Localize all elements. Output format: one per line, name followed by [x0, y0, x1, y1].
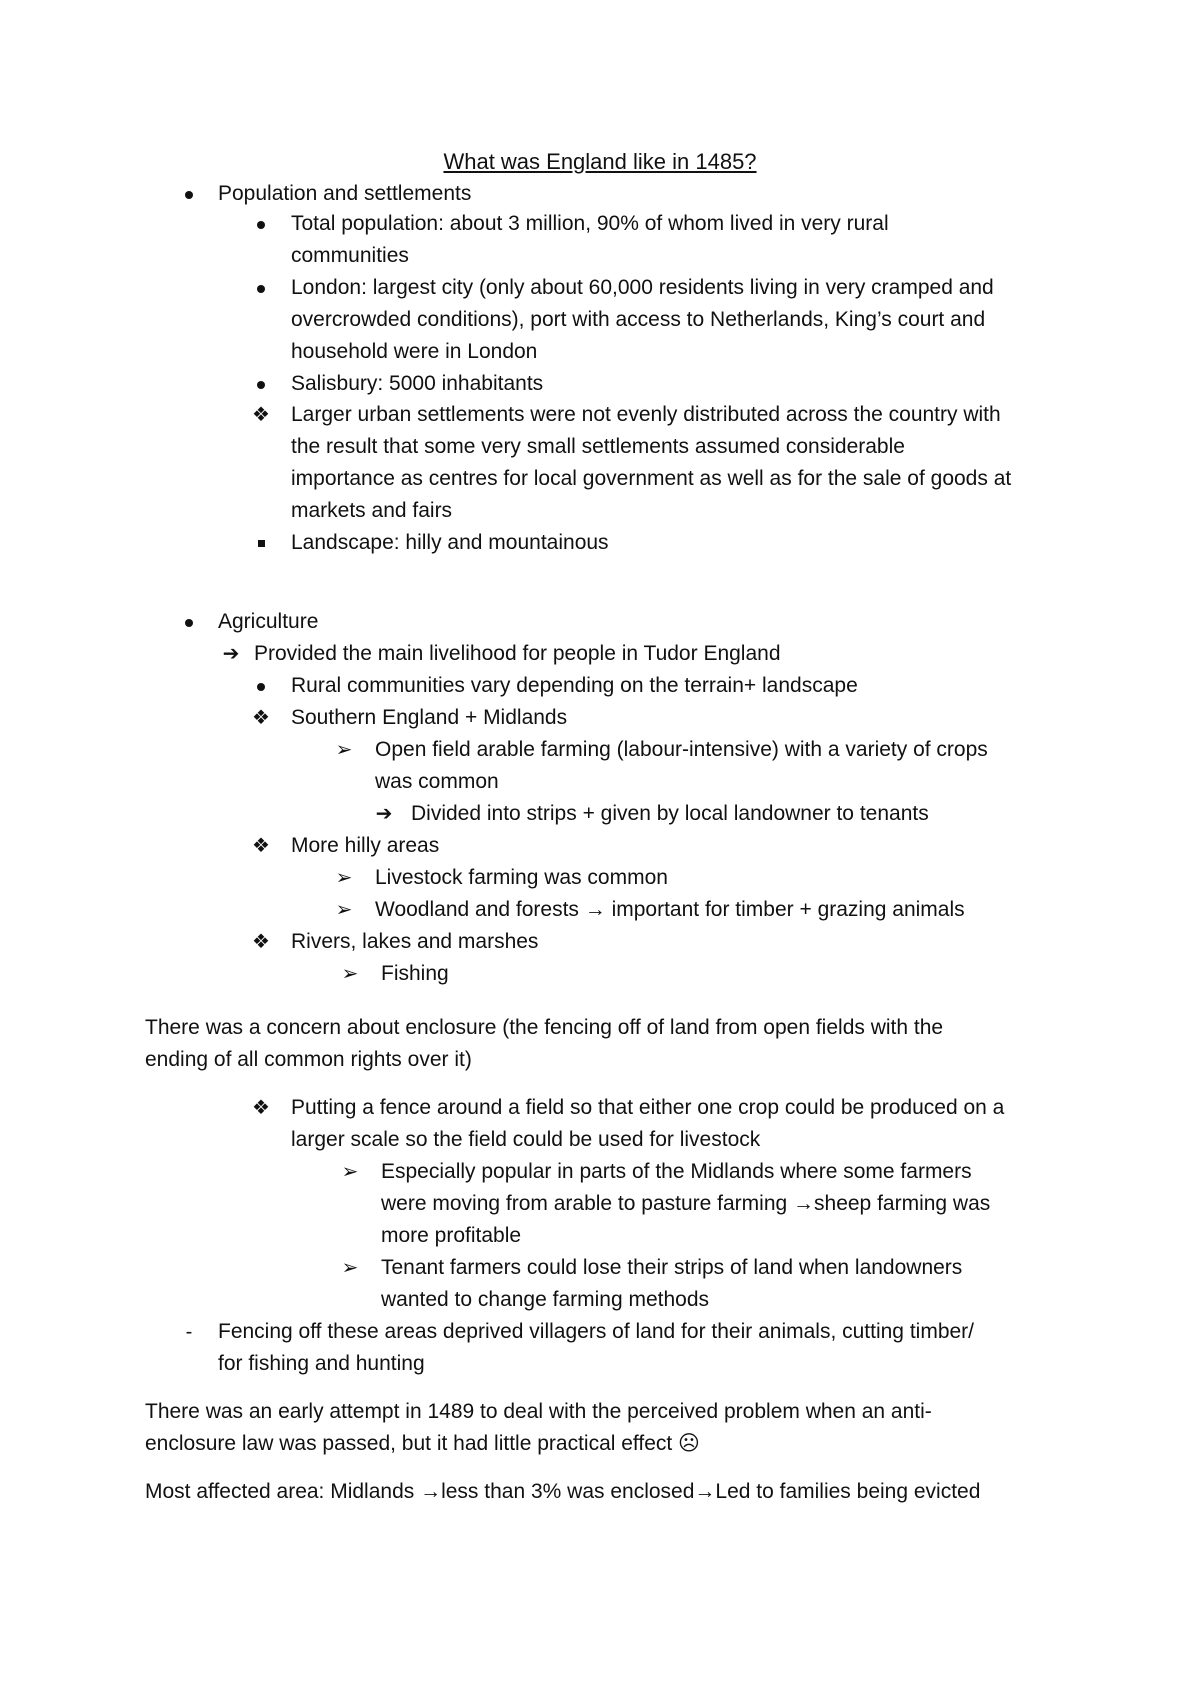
- popular-line1: Especially popular in parts of the Midlands where some farmers: [381, 1160, 972, 1183]
- arrowhead-bullet-icon: ➢: [335, 739, 353, 761]
- arrowhead-bullet-icon: ➢: [335, 899, 353, 921]
- population-total-line2: communities: [291, 244, 409, 267]
- arrowhead-bullet-icon: ➢: [335, 867, 353, 889]
- arrowhead-bullet-icon: ➢: [341, 963, 359, 985]
- woodland-line: Woodland and forests → important for timber + grazing animals: [375, 898, 965, 921]
- rivers-line: Rivers, lakes and marshes: [291, 930, 539, 953]
- urban-line1: Larger urban settlements were not evenly distributed across the country with: [291, 403, 1001, 426]
- arrowhead-bullet-icon: ➢: [341, 1257, 359, 1279]
- enclosure-concern-line1: There was a concern about enclosure (the fencing off of land from open fields with the: [145, 1016, 944, 1039]
- fence-line2: larger scale so the field could be used for livestock: [291, 1128, 761, 1151]
- london-line3: household were in London: [291, 340, 538, 363]
- agriculture-heading: Agriculture: [218, 610, 319, 633]
- bullet-dot: [176, 178, 202, 210]
- urban-line4: markets and fairs: [291, 499, 453, 522]
- tenant-line2: wanted to change farming methods: [381, 1288, 710, 1311]
- diamond-bullet-icon: ❖: [252, 835, 270, 857]
- dash-bullet: -: [185, 1321, 193, 1343]
- southern-line: Southern England + Midlands: [291, 706, 568, 729]
- arrow-bullet-icon: ➔: [375, 803, 393, 825]
- diamond-bullet-icon: ❖: [252, 707, 270, 729]
- arrow-bullet-icon: ➔: [222, 643, 240, 665]
- deprived-line1: Fencing off these areas deprived villagers of land for their animals, cutting timber/: [218, 1320, 974, 1343]
- landscape-line: Landscape: hilly and mountainous: [291, 531, 609, 554]
- fishing-line: Fishing: [381, 962, 449, 985]
- tenant-line1: Tenant farmers could lose their strips of land when landowners: [381, 1256, 963, 1279]
- divided-line: Divided into strips + given by local landowner to tenants: [411, 802, 929, 825]
- open-field-line2: was common: [375, 770, 499, 793]
- urban-line3: importance as centres for local government as well as for the sale of goods at: [291, 467, 1012, 490]
- bullet-dot: [248, 272, 274, 304]
- rural-line: Rural communities vary depending on the terrain+ landscape: [291, 674, 858, 697]
- enclosure-concern-line2: ending of all common rights over it): [145, 1048, 472, 1071]
- bullet-dot: [176, 606, 202, 638]
- popular-line3: more profitable: [381, 1224, 522, 1247]
- attempt-line1: There was an early attempt in 1489 to deal with the perceived problem when an anti-: [145, 1400, 932, 1423]
- london-line2: overcrowded conditions), port with access to Netherlands, King’s court and: [291, 308, 986, 331]
- urban-line2: the result that some very small settlements assumed considerable: [291, 435, 905, 458]
- population-heading: Population and settlements: [218, 182, 472, 205]
- document-title: What was England like in 1485?: [443, 149, 757, 174]
- attempt-line2: enclosure law was passed, but it had little practical effect ☹: [145, 1432, 700, 1455]
- livestock-line: Livestock farming was common: [375, 866, 668, 889]
- bullet-dot: [248, 368, 274, 400]
- livelihood-line: Provided the main livelihood for people in Tudor England: [254, 642, 781, 665]
- hilly-line: More hilly areas: [291, 834, 440, 857]
- diamond-bullet-icon: ❖: [252, 1097, 270, 1119]
- diamond-bullet-icon: ❖: [252, 404, 270, 426]
- london-line1: London: largest city (only about 60,000 residents living in very cramped and: [291, 276, 994, 299]
- square-bullet: [248, 527, 274, 559]
- salisbury-line: Salisbury: 5000 inhabitants: [291, 372, 544, 395]
- population-total-line1: Total population: about 3 million, 90% of whom lived in very rural: [291, 212, 889, 235]
- fence-line1: Putting a fence around a field so that either one crop could be produced on a: [291, 1096, 1005, 1119]
- popular-line2: were moving from arable to pasture farming →sheep farming was: [381, 1192, 991, 1215]
- bullet-dot: [248, 670, 274, 702]
- open-field-line1: Open field arable farming (labour-intensive) with a variety of crops: [375, 738, 988, 761]
- affected-line: Most affected area: Midlands →less than 3% was enclosed→Led to families being evicted: [145, 1480, 981, 1503]
- bullet-dot: [248, 208, 274, 240]
- diamond-bullet-icon: ❖: [252, 931, 270, 953]
- deprived-line2: for fishing and hunting: [218, 1352, 425, 1375]
- arrowhead-bullet-icon: ➢: [341, 1161, 359, 1183]
